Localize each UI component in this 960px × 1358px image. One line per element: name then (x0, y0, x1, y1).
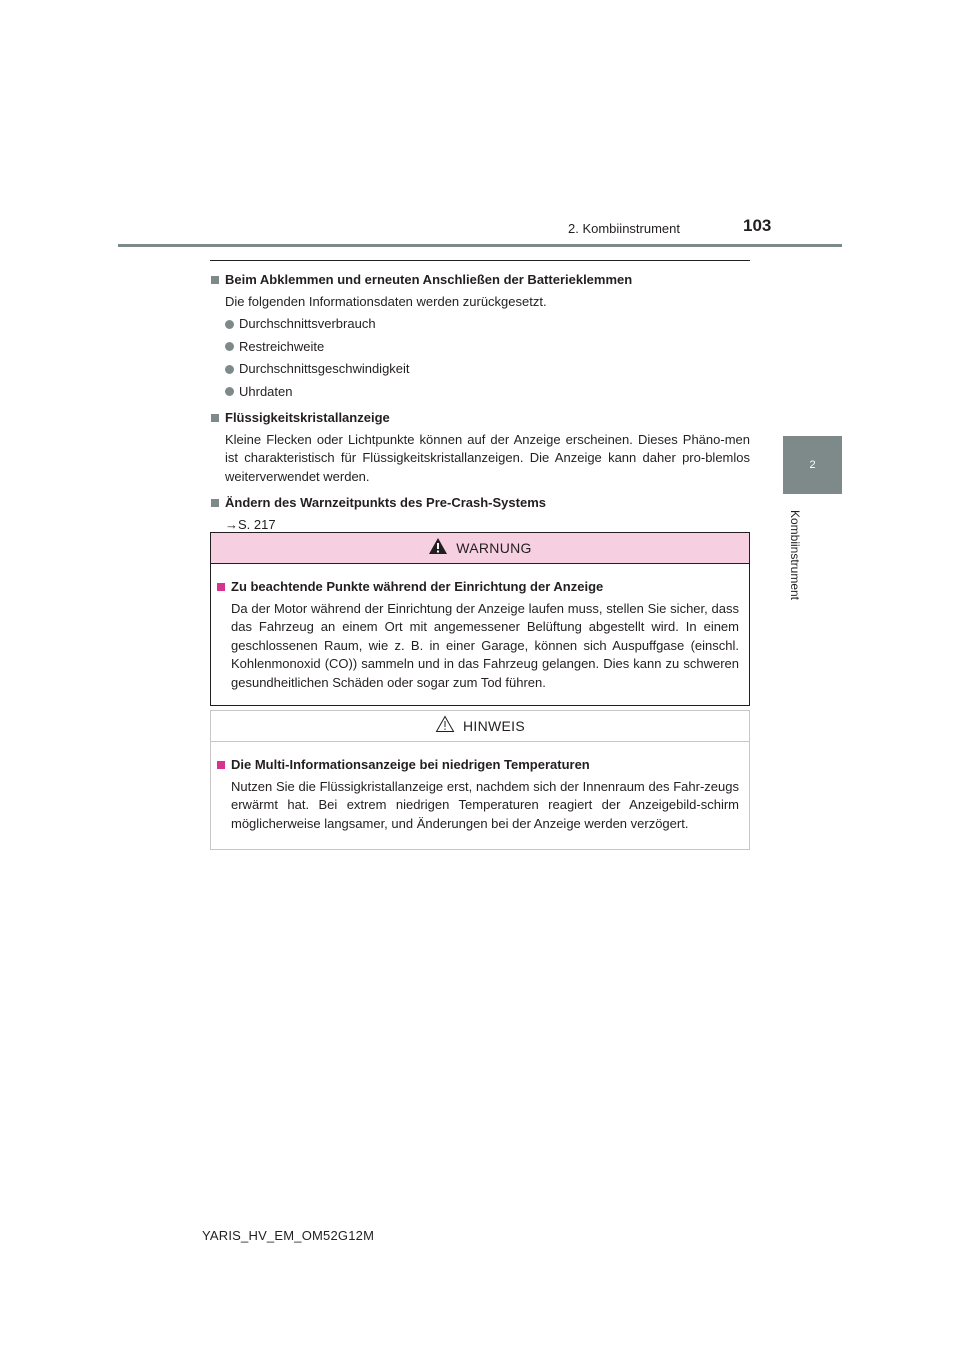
gray-square-icon (211, 414, 219, 422)
gray-square-icon (217, 761, 225, 769)
section-title-text: Ändern des Warnzeitpunkts des Pre-Crash-Systems (225, 495, 546, 510)
list-item: Uhrdaten (225, 383, 750, 402)
reset-items-list (210, 315, 750, 401)
warning-body (211, 564, 749, 705)
gray-dot-icon (225, 365, 234, 374)
section-title (210, 494, 750, 513)
list-item: Restreichweite (225, 338, 750, 357)
notice-triangle-outline-icon (435, 715, 455, 733)
gray-dot-icon (225, 320, 234, 329)
chapter-tab (783, 436, 842, 494)
gray-square-icon (211, 499, 219, 507)
section-battery (210, 271, 750, 401)
section-title (210, 271, 750, 290)
warning-title (216, 578, 739, 597)
list-item: Durchschnittsgeschwindigkeit (225, 360, 750, 379)
chapter-label: Kombiinstrument (788, 509, 802, 601)
section-title (210, 409, 750, 428)
section-body: Die folgenden Informationsdaten werden zurückgesetzt. (225, 293, 547, 309)
header-divider (118, 244, 842, 247)
section-title-text: Beim Abklemmen und erneuten Anschließen der Batterieklemmen (225, 272, 633, 287)
notice-heading: HINWEIS (463, 718, 525, 734)
section-title-text: Flüssigkeitskristallanzeige (225, 410, 390, 425)
notice-text: Nutzen Sie die Flüssigkristallanzeige erst, nachdem sich der Innenraum des Fahr-zeugs erwärmt hat. Bei extrem niedrigen Temperaturen reagiert der Anzeigebild-schirm möglicherweise langsamer, und Änderungen bei der Anzeige werden verzögert. (231, 778, 739, 831)
notice-title (216, 756, 739, 775)
document-code: YARIS_HV_EM_OM52G12M (202, 1228, 375, 1243)
chapter-side-label (775, 500, 815, 610)
chapter-number: 2 (809, 459, 816, 471)
notice-body (211, 742, 749, 849)
gray-square-icon (217, 583, 225, 591)
warning-title-text: Zu beachtende Punkte während der Einrichtung der Anzeige (231, 579, 604, 594)
section-pre-crash (210, 494, 750, 534)
header-section-title: 2. Kombiinstrument (568, 221, 680, 236)
notice-header (211, 711, 749, 742)
page-number: 103 (743, 216, 772, 235)
section-body: Kleine Flecken oder Lichtpunkte können auf der Anzeige erscheinen. Dieses Phäno-men ist charakteristisch für Flüssigkeitskristallanzeigen. Die Anzeige kann daher pro-blemlos weiterverwendet werden. (225, 431, 750, 484)
gray-dot-icon (225, 387, 234, 396)
list-item: Durchschnittsverbrauch (225, 315, 750, 334)
notice-title-text: Die Multi-Informationsanzeige bei niedrigen Temperaturen (231, 757, 590, 772)
gray-square-icon (211, 276, 219, 284)
notice-box (210, 710, 750, 850)
warning-box (210, 532, 750, 706)
warning-header (211, 533, 749, 564)
warning-triangle-icon (428, 537, 448, 555)
page-reference-link[interactable]: →S. 217 (225, 516, 276, 532)
warning-heading: WARNUNG (456, 540, 532, 556)
main-content (210, 268, 750, 542)
warning-text: Da der Motor während der Einrichtung der Anzeige laufen muss, stellen Sie sicher, dass das Fahrzeug an einem Ort mit angemessener Belüftung abgestellt wird. In einem geschlossenen Raum, wie z. B. in einer Garage, können sich Auspuffgase (einschl. Kohlenmonoxid (CO)) sammeln und in das Fahrzeug gelangen. Dies kann zu schweren gesundheitlichen Schäden oder sogar zum Tod führen. (231, 600, 739, 690)
gray-dot-icon (225, 342, 234, 351)
section-lcd (210, 409, 750, 486)
content-top-divider (210, 260, 750, 261)
